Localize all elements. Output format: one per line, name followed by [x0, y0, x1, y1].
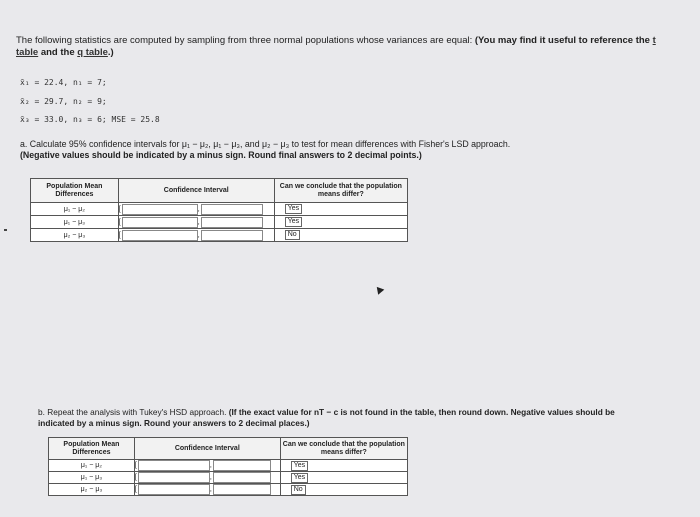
answer-select[interactable]: Yes — [274, 203, 407, 216]
ci-cell: [ , — [134, 484, 280, 496]
ci-lower-input[interactable] — [122, 217, 198, 228]
ci-lower-input[interactable] — [138, 460, 210, 471]
table-row — [49, 484, 408, 496]
answer-select[interactable]: No — [274, 229, 407, 242]
table-b-header-ci: Confidence Interval — [134, 438, 280, 460]
ci-cell: [ , — [134, 472, 280, 484]
part-b-instructions — [38, 407, 638, 428]
row-label: μ₁ − μ₂ — [49, 460, 135, 472]
part-a-prefix: a. — [20, 139, 28, 149]
intro-note: (You may find it useful to reference the — [474, 35, 650, 46]
table-row — [31, 229, 408, 242]
table-row — [31, 203, 408, 216]
row-label: μ₂ − μ₃ — [31, 229, 119, 242]
intro-statement: The following statistics are computed by sampling from three normal populations whose variances are equal: — [16, 35, 473, 46]
table-a-header-conclude: Can we conclude that the population means differ? — [274, 179, 407, 203]
row-label: μ₁ − μ₃ — [31, 216, 119, 229]
answer-select[interactable]: Yes — [280, 472, 407, 484]
ci-upper-input[interactable] — [213, 460, 271, 471]
table-a-header-ci: Confidence Interval — [118, 179, 274, 203]
stats-line-1: x̄₁ = 22.4, n₁ = 7; — [20, 78, 107, 87]
ci-upper-input[interactable] — [201, 204, 263, 215]
ci-lower-input[interactable] — [122, 230, 198, 241]
part-a-text: Calculate 95% confidence intervals for μ₁ − μ₂, μ₁ − μ₃, and μ₂ − μ₃ to test for mean differences with Fisher's LSD approach. — [29, 139, 511, 149]
answer-select[interactable]: No — [280, 484, 407, 496]
q-table-link[interactable]: q table — [77, 47, 108, 58]
table-a-header-pop: Population Mean Differences — [31, 179, 119, 203]
ci-lower-input[interactable] — [138, 484, 210, 495]
table-a — [30, 178, 408, 242]
table-b-header-conclude: Can we conclude that the population means differ? — [280, 438, 407, 460]
part-b-prefix: b. — [38, 407, 45, 417]
table-row — [49, 472, 408, 484]
ci-cell: [ , — [118, 229, 274, 242]
ci-upper-input[interactable] — [213, 472, 271, 483]
table-b — [48, 437, 408, 496]
t-table-link[interactable]: t table — [16, 35, 656, 58]
edge-mark — [4, 229, 7, 231]
ci-cell: [ , — [118, 216, 274, 229]
ci-lower-input[interactable] — [122, 204, 198, 215]
ci-lower-input[interactable] — [138, 472, 210, 483]
ci-upper-input[interactable] — [201, 230, 263, 241]
row-label: μ₁ − μ₂ — [31, 203, 119, 216]
intro-close: .) — [107, 47, 114, 58]
answer-select[interactable]: Yes — [280, 460, 407, 472]
intro-text — [16, 35, 656, 59]
intro-and: and the — [40, 47, 75, 58]
ci-cell: [ , — [118, 203, 274, 216]
stats-line-2: x̄₂ = 29.7, n₂ = 9; — [20, 97, 107, 106]
part-a-bold: (Negative values should be indicated by a minus sign. Round final answers to 2 decimal points.) — [20, 150, 422, 160]
ci-cell: [ , — [134, 460, 280, 472]
ci-upper-input[interactable] — [201, 217, 263, 228]
table-b-header-pop: Population Mean Differences — [49, 438, 135, 460]
part-b-bold: (If the exact value for nT − c is not found in the table, then round down. Negative values should be indicated by a minus sign. Round your answers to 2 decimal places.) — [38, 407, 615, 428]
row-label: μ₁ − μ₃ — [49, 472, 135, 484]
answer-select[interactable]: Yes — [274, 216, 407, 229]
part-b-text: Repeat the analysis with Tukey's HSD approach. — [47, 407, 227, 417]
ci-upper-input[interactable] — [213, 484, 271, 495]
mouse-cursor-icon — [374, 284, 385, 295]
row-label: μ₂ − μ₃ — [49, 484, 135, 496]
part-a-instructions — [20, 139, 640, 161]
stats-line-3: x̄₃ = 33.0, n₃ = 6; MSE = 25.8 — [20, 115, 160, 124]
table-row — [49, 460, 408, 472]
table-row — [31, 216, 408, 229]
